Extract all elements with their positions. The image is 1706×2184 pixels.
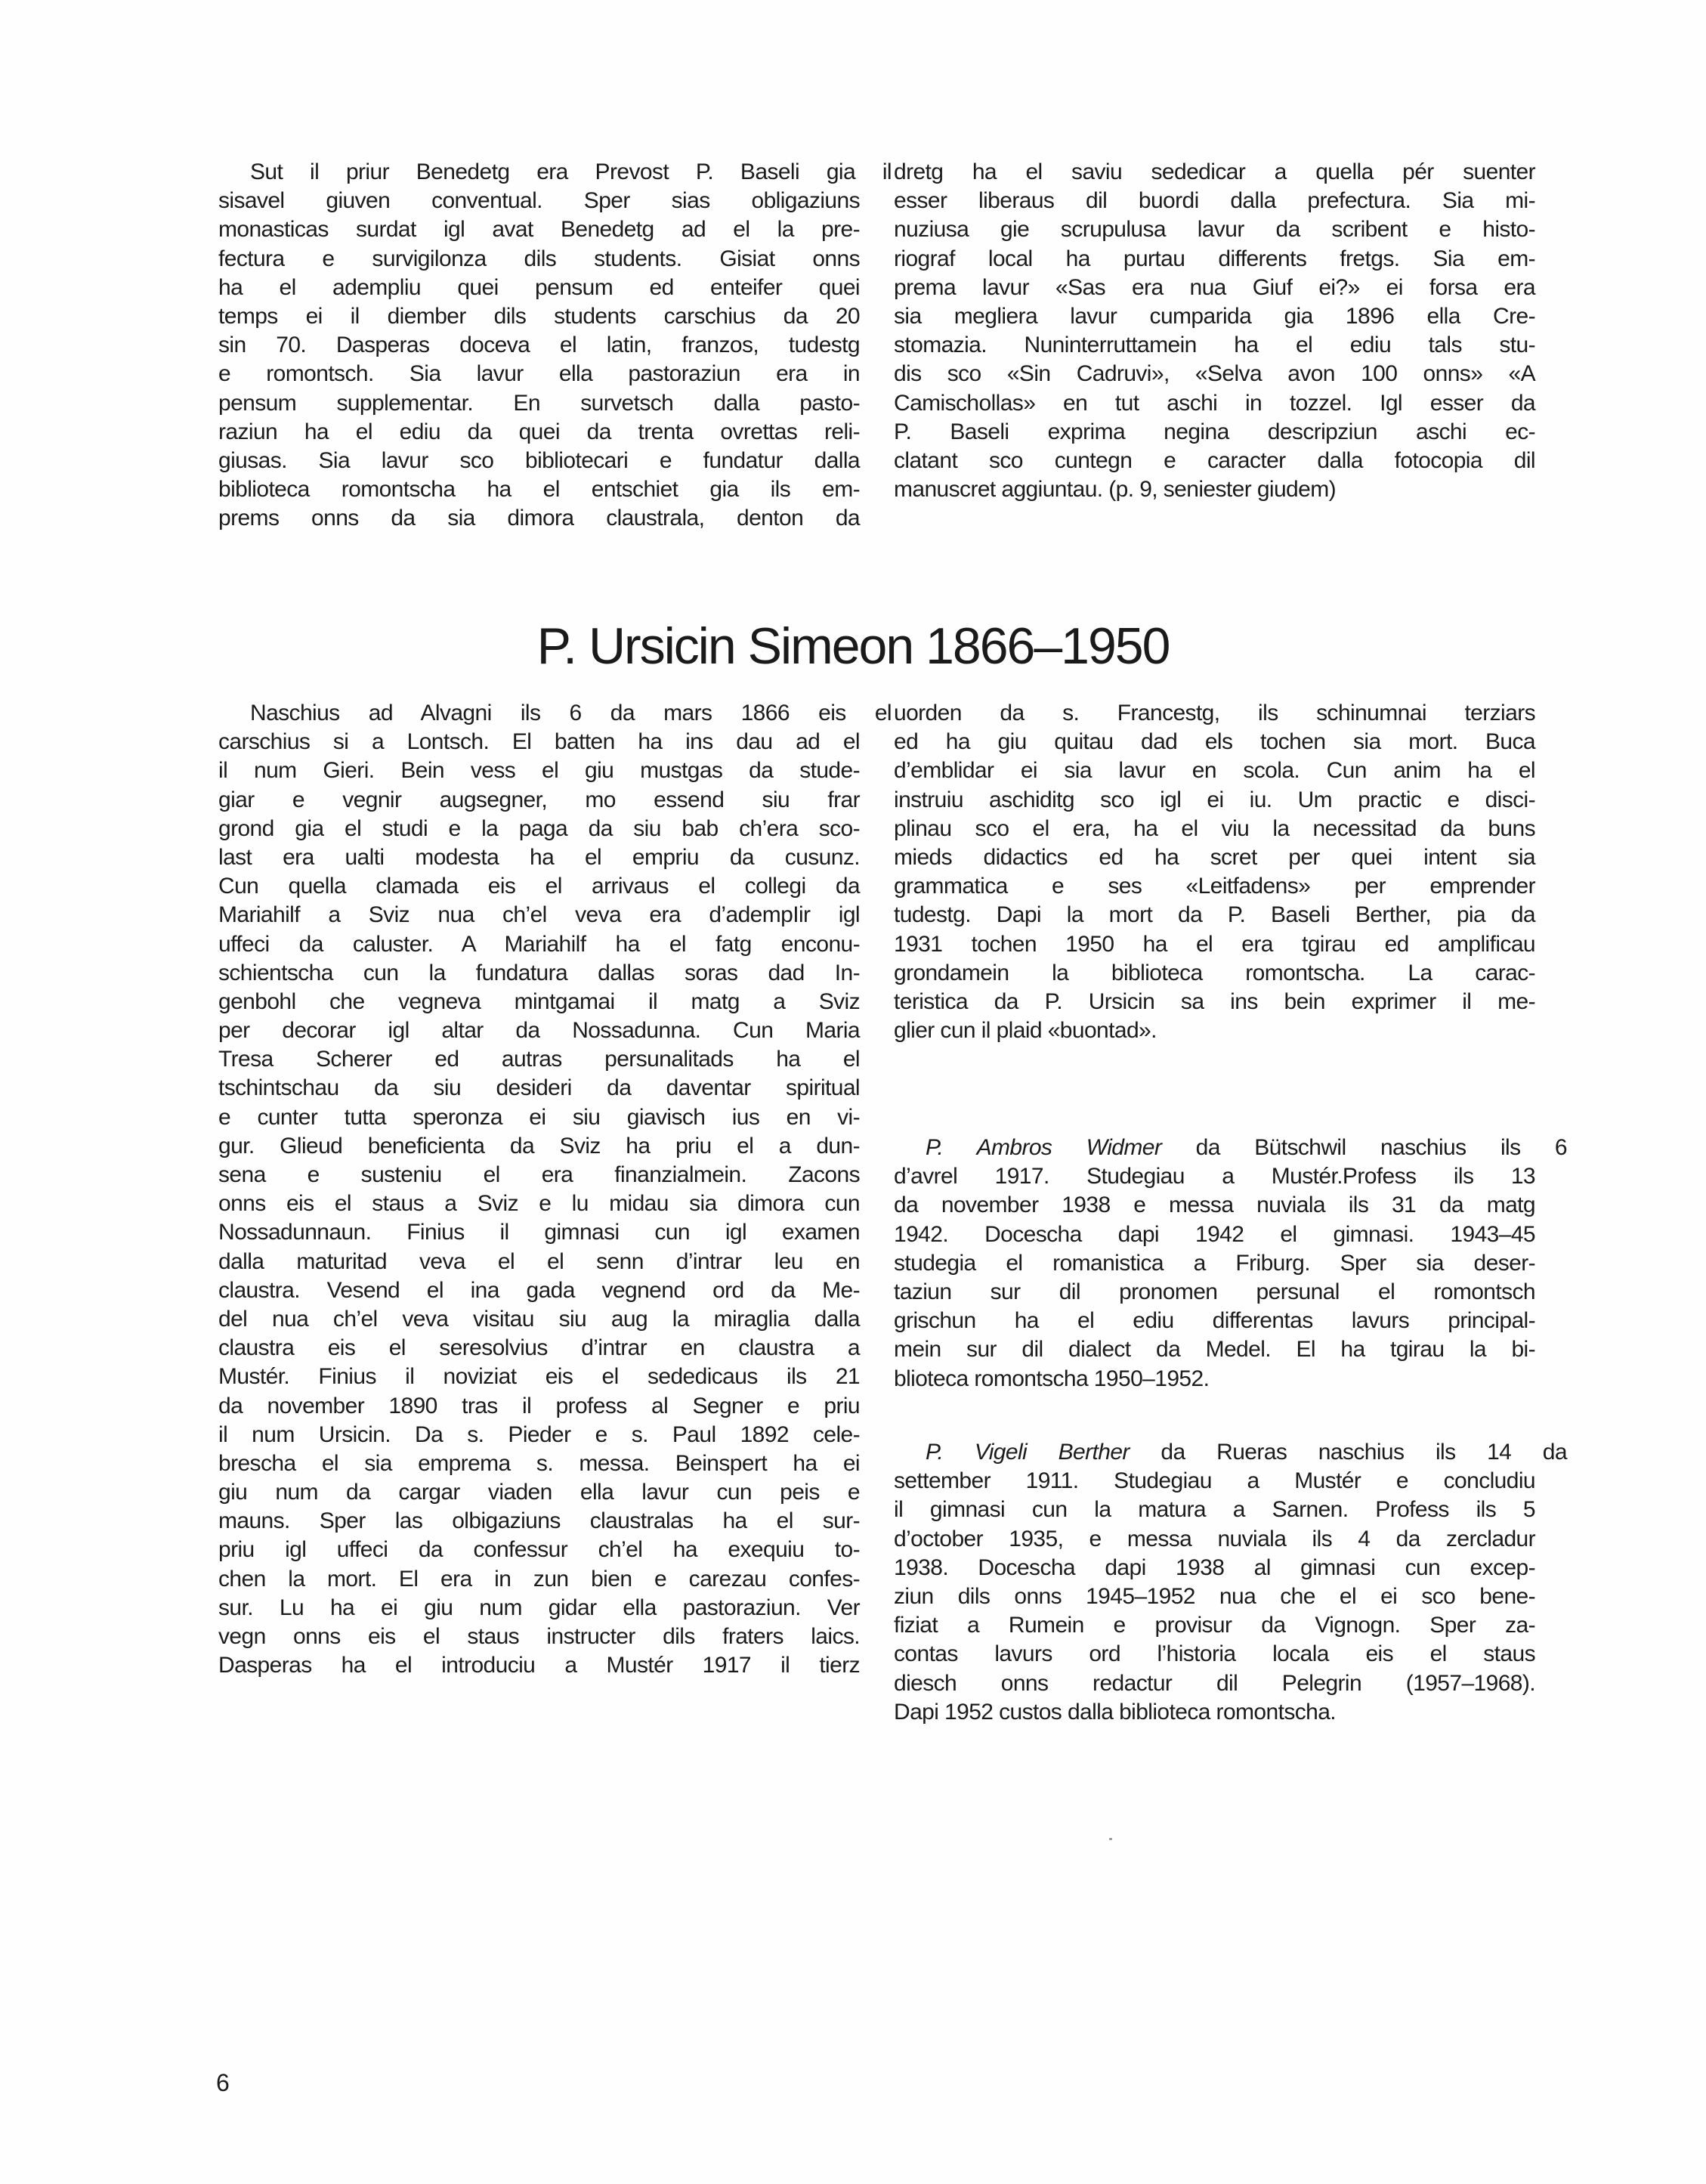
- person-name: P. Vigeli Berther: [926, 1440, 1130, 1465]
- text-line: claustra eis el seresolvius d’intrar en claustra a: [218, 1335, 860, 1361]
- text-line: raziun ha el ediu da quei da trenta ovrettas reli-: [218, 419, 860, 444]
- text-line: d’october 1935, e messa nuviala ils 4 da zercladur: [894, 1526, 1535, 1551]
- text-line: Camischollas» en tut aschi in tozzel. Igl esser da: [894, 390, 1535, 416]
- text-line: uorden da s. Francestg, ils schinumnai terziars: [894, 701, 1535, 725]
- text-line: da november 1890 tras il profess al Segner e priu: [218, 1393, 860, 1418]
- text-line: e cunter tutta speronza ei siu giavisch ius en vi-: [218, 1104, 860, 1130]
- text-line: 1931 tochen 1950 ha el era tgirau ed amplificau: [894, 931, 1535, 957]
- text-line: esser liberaus dil buordi dalla prefectura. Sia mi-: [894, 188, 1535, 214]
- section-title: P. Ursicin Simeon 1866–1950: [536, 617, 1170, 675]
- scan-speck: [1109, 1838, 1112, 1840]
- text-line: stomazia. Nuninterruttamein ha el ediu tals stu-: [894, 333, 1535, 358]
- text-line: dalla maturitad veva el el senn d’intrar leu en: [218, 1248, 860, 1274]
- text-line: plinau sco el era, ha el viu la necessitad da buns: [894, 815, 1535, 841]
- page-number: 6: [216, 2069, 230, 2096]
- text-line: clatant sco cuntegn e caracter dalla fotocopia dil: [894, 447, 1535, 473]
- text-line: claustra. Vesend el ina gada vegnend ord da Me-: [218, 1277, 860, 1303]
- text-line: gur. Glieud beneficienta da Sviz ha priu el a dun-: [218, 1133, 860, 1159]
- text-line: glier cun il plaid «buontad».: [894, 1018, 1157, 1044]
- text-line: carschius si a Lontsch. El batten ha ins dau ad el: [218, 729, 860, 755]
- text-line: giu num da cargar viaden ella lavur cun peis e: [218, 1480, 860, 1505]
- text-line: genbohl che vegneva mintgamai il matg a Sviz: [218, 988, 860, 1014]
- text-line: brescha el sia emprema s. messa. Beinspert ha ei: [218, 1450, 860, 1476]
- text-line: sia megliera lavur cumparida gia 1896 ella Cre-: [894, 303, 1535, 329]
- text-line: Dapi 1952 custos dalla biblioteca romontscha.: [894, 1699, 1337, 1725]
- text-line: tschintschau da siu desideri da daventar spiritual: [218, 1075, 860, 1101]
- text-line: sin 70. Dasperas doceva el latin, franzos, tudestg: [218, 333, 860, 358]
- text-line: instruiu aschiditg sco igl ei iu. Um practic e disci-: [894, 787, 1535, 812]
- section2-right-column: [894, 699, 1535, 1045]
- text-line: ziun dils onns 1945–1952 nua che el ei sco bene-: [894, 1583, 1535, 1609]
- text-line: Tresa Scherer ed autras persunalitads ha el: [218, 1047, 860, 1072]
- text-line: biblioteca romontscha ha el entschiet gia ils em-: [218, 477, 860, 503]
- text-line: diesch onns redactur dil Pelegrin (1957–1968).: [894, 1670, 1535, 1696]
- text-line: grammatica e ses «Leitfadens» per emprender: [894, 874, 1535, 899]
- text-line: del nua ch’el veva visitau siu aug la miraglia dalla: [218, 1306, 860, 1332]
- person-name: P. Ambros Widmer: [926, 1135, 1162, 1160]
- bio-ambros-widmer: [894, 1134, 1567, 1394]
- text-line: vegn onns eis el staus instructer dils fraters laics.: [218, 1624, 860, 1649]
- section2-left-column: [218, 699, 892, 1680]
- text-line: Nossadunnaun. Finius il gimnasi cun igl examen: [218, 1220, 860, 1245]
- text-line: Mustér. Finius il noviziat eis el sededicaus ils 21: [218, 1364, 860, 1390]
- text-line: 1942. Docescha dapi 1942 el gimnasi. 1943–45: [894, 1221, 1535, 1247]
- text-line: Mariahilf a Sviz nua ch’el veva era d’adempIir igl: [218, 902, 860, 928]
- text-line: fectura e survigilonza dils students. Gisiat onns: [218, 246, 860, 271]
- text-line: da november 1938 e messa nuviala ils 31 da matg: [894, 1193, 1535, 1218]
- text-line: grondamein la biblioteca romontscha. La carac-: [894, 960, 1535, 985]
- text-line: contas lavurs ord l’historia locala eis el staus: [894, 1641, 1535, 1667]
- text-line: ed ha giu quitau dad els tochen sia mort. Buca: [894, 729, 1535, 755]
- text-line: 1938. Docescha dapi 1938 al gimnasi cun excep-: [894, 1554, 1535, 1580]
- text-line: Naschius ad Alvagni ils 6 da mars 1866 eis el: [250, 701, 892, 725]
- text-line: il gimnasi cun la matura a Sarnen. Profess ils 5: [894, 1497, 1535, 1523]
- text-line: onns eis el staus a Sviz e lu midau sia dimora cun: [218, 1191, 860, 1217]
- text-line: il num Ursicin. Da s. Pieder e s. Paul 1892 cele-: [218, 1421, 860, 1447]
- text-line: mauns. Sper las olbigaziuns claustralas ha el sur-: [218, 1508, 860, 1534]
- text-line: grond gia el studi e la paga da siu bab ch’era sco-: [218, 815, 860, 841]
- text-line: [894, 1438, 1567, 1467]
- line-text: da Bütschwil naschius ils 6: [1161, 1135, 1567, 1160]
- text-line: giar e vegnir augsegner, mo essend siu frar: [218, 787, 860, 812]
- text-line: dis sco «Sin Cadruvi», «Selva avon 100 onns» «A: [894, 361, 1535, 387]
- text-line: ha el adempliu quei pensum ed enteifer quei: [218, 274, 860, 300]
- text-line: il num Gieri. Bein vess el giu mustgas da stude-: [218, 758, 860, 784]
- text-line: fiziat a Rumein e provisur da Vignogn. Sper za-: [894, 1613, 1535, 1638]
- text-line: studegia el romanistica a Friburg. Sper sia deser-: [894, 1250, 1535, 1276]
- text-line: prema lavur «Sas era nua Giuf ei?» ei forsa era: [894, 274, 1535, 300]
- text-line: Dasperas ha el introduciu a Mustér 1917 il tierz: [218, 1653, 860, 1678]
- text-line: sur. Lu ha ei giu num gidar ella pastoraziun. Ver: [218, 1595, 860, 1620]
- text-line: nuziusa gie scrupulusa lavur da scribent e histo-: [894, 217, 1535, 243]
- text-line: Cun quella clamada eis el arrivaus el collegi da: [218, 874, 860, 899]
- text-line: uffeci da caluster. A Mariahilf ha el fatg enconu-: [218, 931, 860, 957]
- text-line: last era ualti modesta ha el empriu da cusunz.: [218, 844, 860, 870]
- text-line: sena e susteniu el era finanzialmein. Zacons: [218, 1162, 860, 1187]
- text-line: blioteca romontscha 1950–1952.: [894, 1366, 1210, 1391]
- text-line: dretg ha el saviu sededicar a quella pér suenter: [894, 159, 1535, 184]
- text-line: mein sur dil dialect da Medel. El ha tgirau la bi-: [894, 1337, 1535, 1363]
- section1-left-column: [218, 158, 892, 533]
- text-line: [894, 1134, 1567, 1162]
- text-line: riograf local ha purtau differents fretgs. Sia em-: [894, 246, 1535, 271]
- text-line: per decorar igl altar da Nossadunna. Cun Maria: [218, 1018, 860, 1044]
- text-line: d’avrel 1917. Studegiau a Mustér.Profess ils 13: [894, 1164, 1535, 1189]
- text-line: manuscret aggiuntau. (p. 9, seniester giudem): [894, 477, 1336, 503]
- section1-right-column: [894, 158, 1535, 504]
- text-line: settember 1911. Studegiau a Mustér e concludiu: [894, 1468, 1535, 1494]
- text-line: sisavel giuven conventual. Sper sias obligaziuns: [218, 188, 860, 214]
- text-line: chen la mort. El era in zun bien e carezau confes-: [218, 1566, 860, 1592]
- bio-vigeli-berther: [894, 1438, 1567, 1727]
- text-line: Sut il priur Benedetg era Prevost P. Baseli gia il: [250, 159, 892, 184]
- text-line: monasticas surdat igl avat Benedetg ad el la pre-: [218, 217, 860, 243]
- text-line: pensum supplementar. En survetsch dalla pasto-: [218, 390, 860, 416]
- text-line: tudestg. Dapi la mort da P. Baseli Berther, pia da: [894, 902, 1535, 928]
- line-text: da Rueras naschius ils 14 da: [1129, 1440, 1567, 1465]
- text-line: schientscha cun la fundatura dallas soras dad In-: [218, 960, 860, 985]
- text-line: taziun sur dil pronomen persunal el romontsch: [894, 1279, 1535, 1304]
- text-line: teristica da P. Ursicin sa ins bein exprimer il me-: [894, 988, 1535, 1014]
- text-line: priu igl uffeci da confessur ch’el ha exequiu to-: [218, 1537, 860, 1563]
- text-line: giusas. Sia lavur sco bibliotecari e fundatur dalla: [218, 447, 860, 473]
- text-line: grischun ha el ediu differentas lavurs principal-: [894, 1308, 1535, 1334]
- text-line: prems onns da sia dimora claustrala, denton da: [218, 506, 860, 531]
- text-line: temps ei il diember dils students carschius da 20: [218, 303, 860, 329]
- text-line: e romontsch. Sia lavur ella pastoraziun era in: [218, 361, 860, 387]
- text-line: P. Baseli exprima negina descripziun aschi ec-: [894, 419, 1535, 444]
- text-line: mieds didactics ed ha scret per quei intent sia: [894, 844, 1535, 870]
- text-line: d’emblidar ei sia lavur en scola. Cun anim ha el: [894, 758, 1535, 784]
